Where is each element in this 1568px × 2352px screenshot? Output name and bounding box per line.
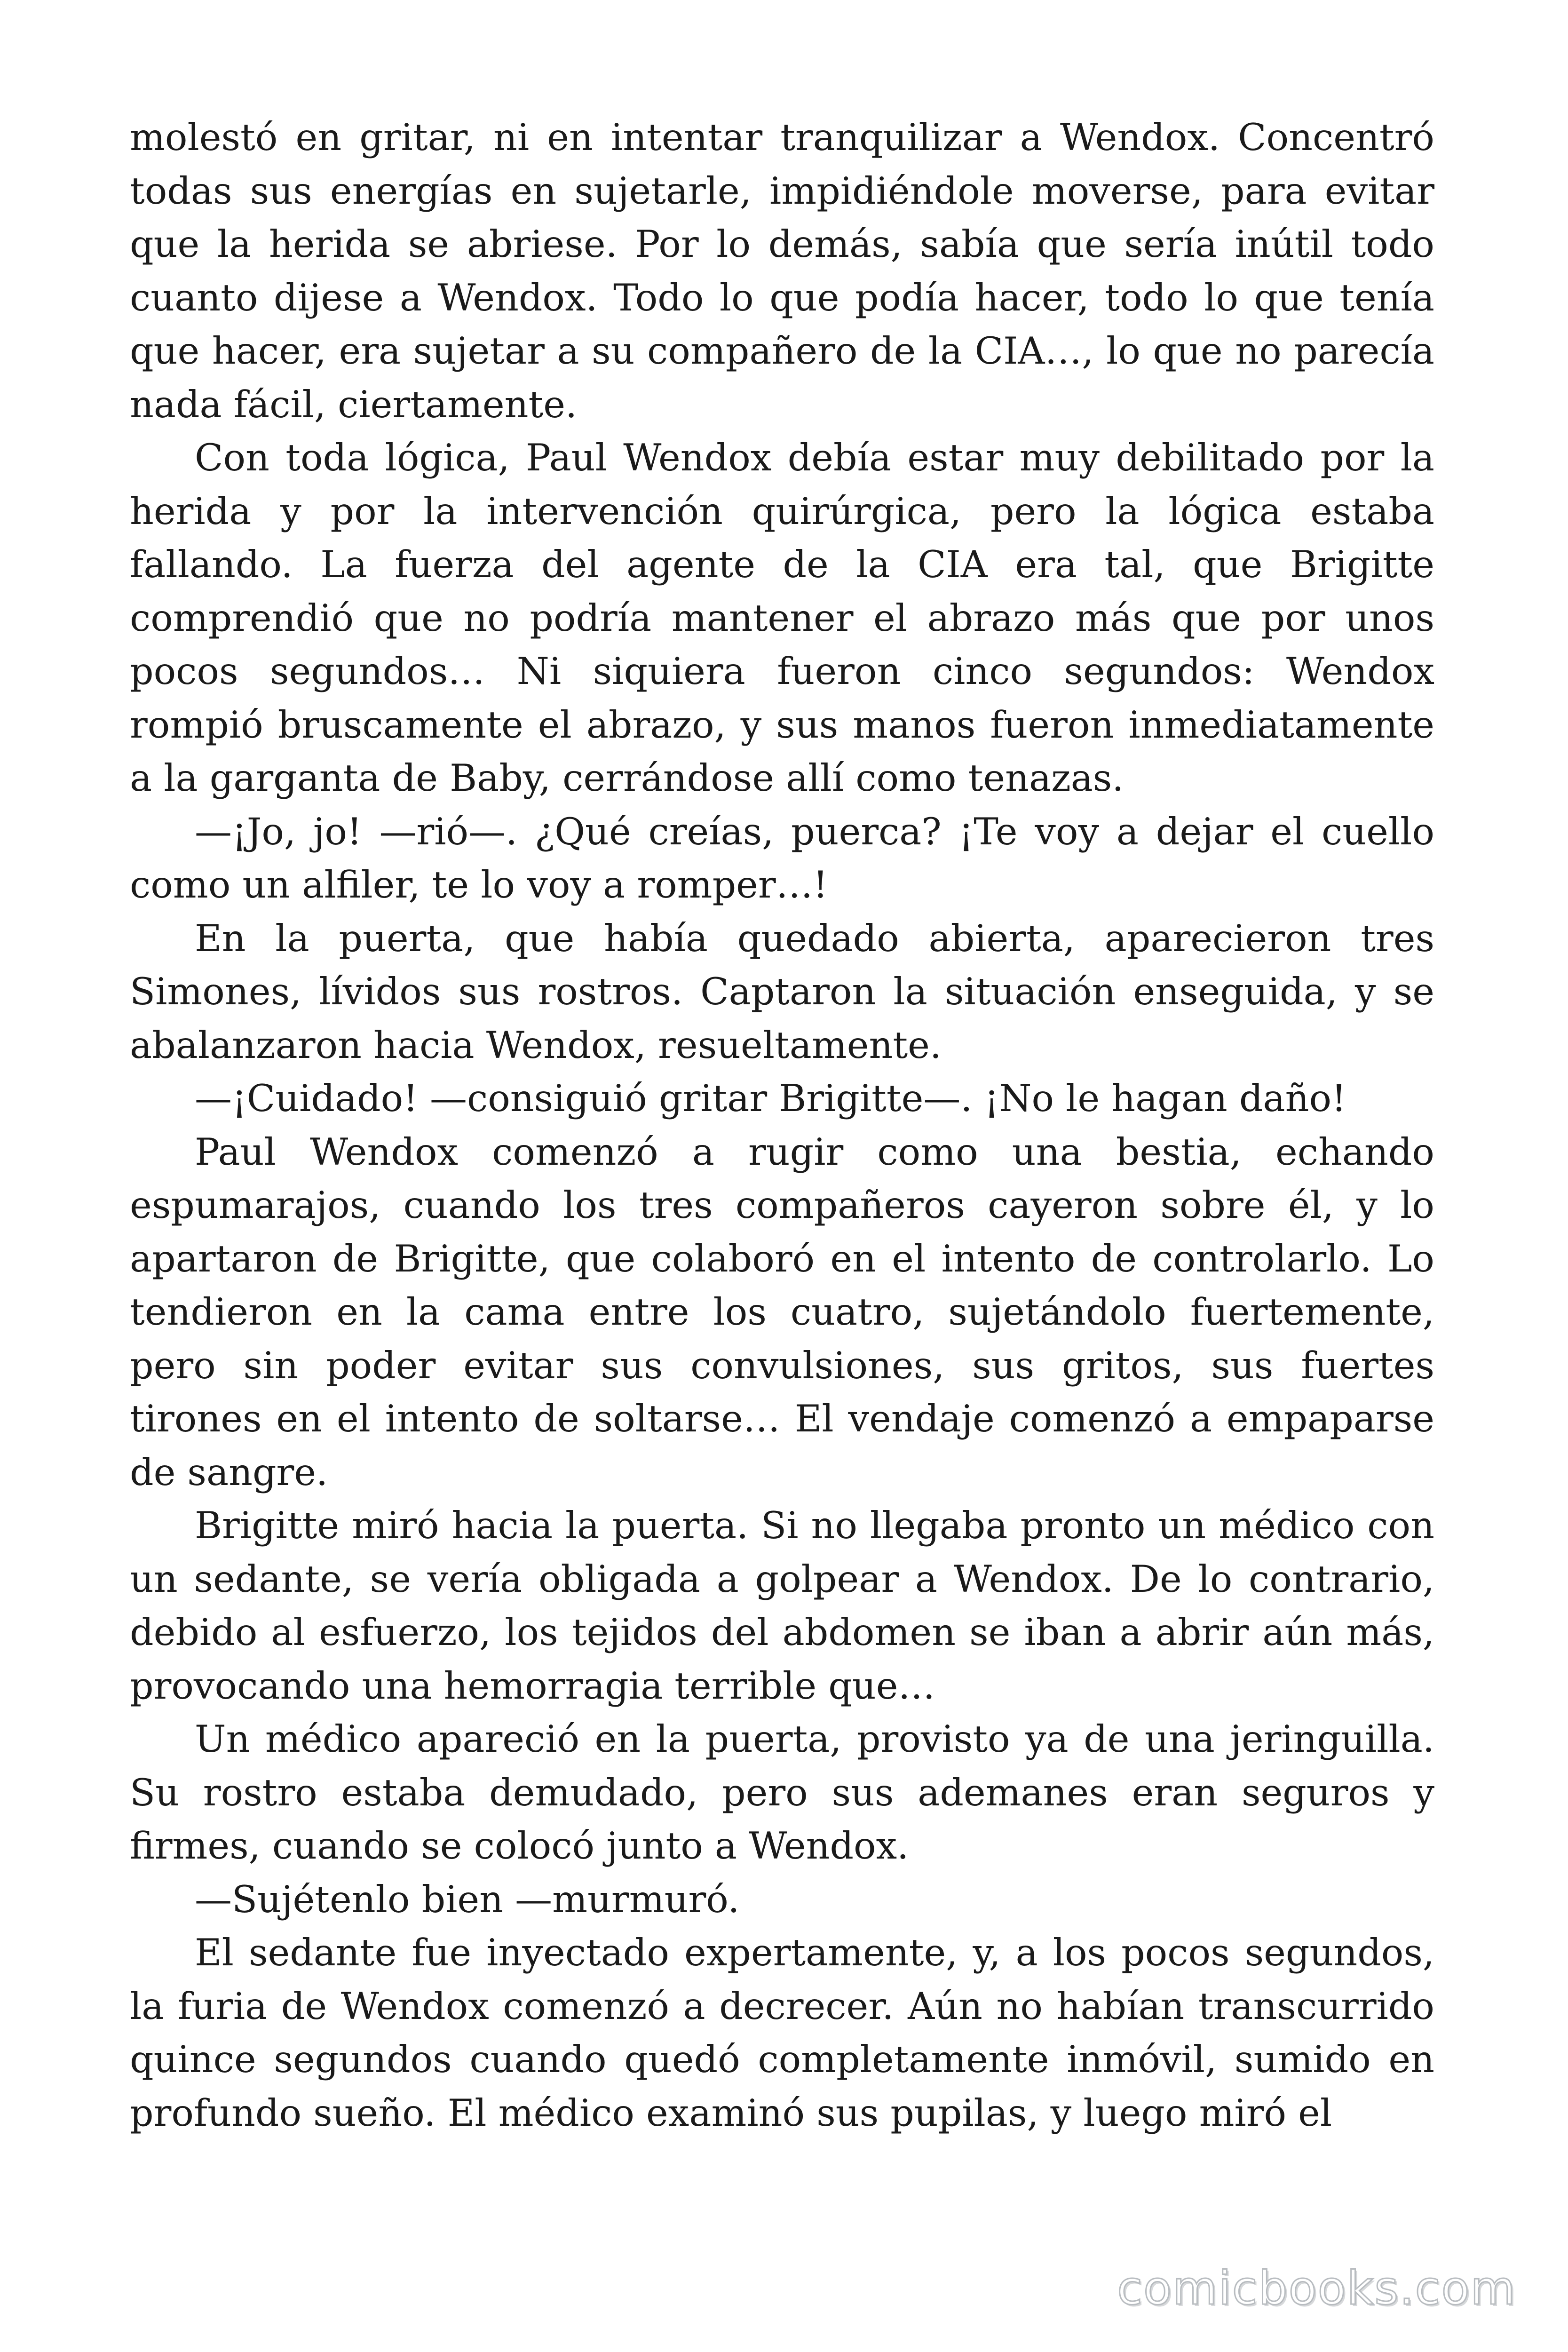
paragraph: molestó en gritar, ni en intentar tranquilizar a Wendox. Concentró todas sus energías en sujetarle, impidiéndole moverse, para evitar que la herida se abriese. Por lo demás, sabía que sería inútil todo cuanto dijese a Wendox. Todo lo que podía hacer, todo lo que tenía que hacer, era sujetar a su compañero de la CIA…, lo que no parecía nada fácil, ciertamente.: [130, 116, 1434, 426]
paragraph: —¡Cuidado! —consiguió gritar Brigitte—. ¡No le hagan daño!: [195, 1077, 1346, 1120]
paragraph: El sedante fue inyectado expertamente, y, a los pocos segundos, la furia de Wendox comenzó a decrecer. Aún no habían transcurrido quince segundos cuando quedó completamente inmóvil, sumido en profundo sueño. El médico examinó sus pupilas, y luego miró el: [130, 1931, 1434, 2135]
paragraph: Con toda lógica, Paul Wendox debía estar muy debilitado por la herida y por la intervención quirúrgica, pero la lógica estaba fallando. La fuerza del agente de la CIA era tal, que Brigitte comprendió que no podría mantener el abrazo más que por unos pocos segundos… Ni siquiera fueron cinco segundos: Wendox rompió bruscamente el abrazo, y sus manos fueron inmediatamente a la garganta de Baby, cerrándose allí como tenazas.: [130, 436, 1434, 800]
paragraph: —Sujétenlo bien —murmuró.: [195, 1877, 740, 1921]
watermark: comicbooks.com: [1117, 2262, 1516, 2315]
paragraph: —¡Jo, jo! —rió—. ¿Qué creías, puerca? ¡Te voy a dejar el cuello como un alfiler, te lo voy a romper…!: [130, 810, 1434, 906]
paragraph: Paul Wendox comenzó a rugir como una bestia, echando espumarajos, cuando los tres compañeros cayeron sobre él, y lo apartaron de Brigitte, que colaboró en el intento de controlarlo. Lo tendieron en la cama entre los cuatro, sujetándolo fuertemente, pero sin poder evitar sus convulsiones, sus gritos, sus fuertes tirones en el intento de soltarse… El vendaje comenzó a empaparse de sangre.: [130, 1130, 1434, 1494]
paragraph: Brigitte miró hacia la puerta. Si no llegaba pronto un médico con un sedante, se vería obligada a golpear a Wendox. De lo contrario, debido al esfuerzo, los tejidos del abdomen se iban a abrir aún más, provocando una hemorragia terrible que…: [130, 1504, 1434, 1708]
page-body: [130, 111, 1434, 2256]
paragraph: Un médico apareció en la puerta, provisto ya de una jeringuilla. Su rostro estaba demudado, pero sus ademanes eran seguros y firmes, cuando se colocó junto a Wendox.: [130, 1717, 1434, 1867]
paragraph: En la puerta, que había quedado abierta, aparecieron tres Simones, lívidos sus rostros. Captaron la situación enseguida, y se abalanzaron hacia Wendox, resueltamente.: [130, 916, 1434, 1067]
